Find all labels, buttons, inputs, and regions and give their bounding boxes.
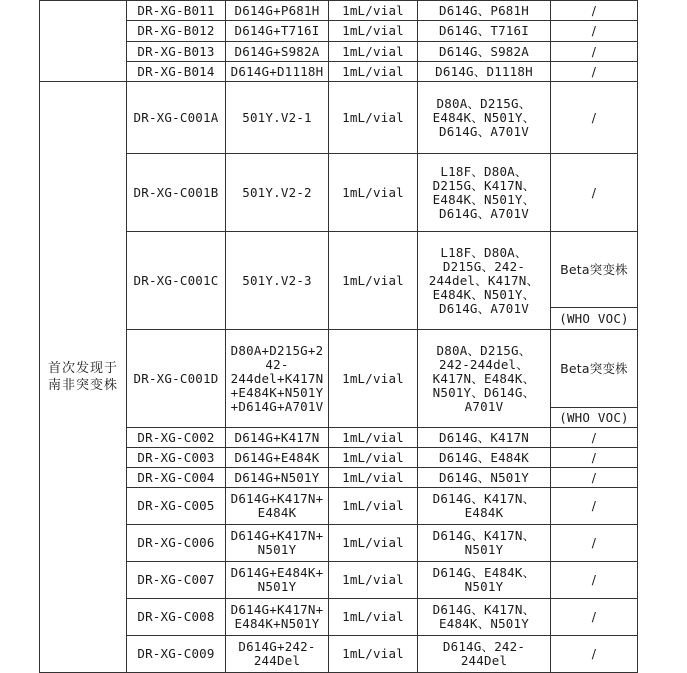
remark: / <box>551 525 638 562</box>
specification: 1mL/vial <box>329 232 418 330</box>
remark: / <box>551 62 638 82</box>
specification: 1mL/vial <box>329 488 418 525</box>
remark: Beta突变株 <box>551 232 638 308</box>
group-cell-south-africa: 首次发现于 南非突变株 <box>40 82 127 673</box>
group-cell-previous <box>40 1 127 82</box>
mutation-sites: D614G、N501Y <box>418 468 551 488</box>
mutation-type: D80A+D215G+2 42- 244del+K417N +E484K+N501Y +D614G+A701V <box>226 330 329 428</box>
product-code: DR-XG-C003 <box>127 448 226 468</box>
product-code: DR-XG-C001D <box>127 330 226 428</box>
mutation-sites: L18F、D80A、 D215G、K417N、 E484K、N501Y、 D614G、A701V <box>418 154 551 232</box>
table-row <box>40 62 638 82</box>
table-row <box>40 82 638 154</box>
remark: / <box>551 42 638 62</box>
table-row <box>40 42 638 62</box>
table-row <box>40 1 638 21</box>
mutation-sites: D614G、D1118H <box>418 62 551 82</box>
remark: / <box>551 488 638 525</box>
product-code: DR-XG-C001C <box>127 232 226 330</box>
remark: / <box>551 154 638 232</box>
product-code: DR-XG-C002 <box>127 428 226 448</box>
specification: 1mL/vial <box>329 21 418 42</box>
mutation-sites: D80A、D215G、 242-244del、 K417N、E484K、 N501Y、D614G、 A701V <box>418 330 551 428</box>
mutation-type: D614G+P681H <box>226 1 329 21</box>
specification: 1mL/vial <box>329 562 418 599</box>
mutation-type: 501Y.V2-2 <box>226 154 329 232</box>
product-table <box>39 0 638 673</box>
mutation-sites: L18F、D80A、 D215G、242- 244del、K417N、 E484K、N501Y、 D614G、A701V <box>418 232 551 330</box>
table-row <box>40 488 638 525</box>
remark: / <box>551 428 638 448</box>
specification: 1mL/vial <box>329 448 418 468</box>
specification: 1mL/vial <box>329 330 418 428</box>
mutation-type: D614G+E484K <box>226 448 329 468</box>
mutation-sites: D80A、D215G、 E484K、N501Y、 D614G、A701V <box>418 82 551 154</box>
mutation-sites: D614G、K417N、 E484K <box>418 488 551 525</box>
table-row <box>40 21 638 42</box>
remark: / <box>551 21 638 42</box>
remark: / <box>551 599 638 636</box>
remark: / <box>551 448 638 468</box>
remark: / <box>551 468 638 488</box>
product-code: DR-XG-C007 <box>127 562 226 599</box>
mutation-type: D614G+S982A <box>226 42 329 62</box>
mutation-type: D614G+K417N <box>226 428 329 448</box>
product-code: DR-XG-B014 <box>127 62 226 82</box>
product-code: DR-XG-C008 <box>127 599 226 636</box>
mutation-type: D614G+N501Y <box>226 468 329 488</box>
mutation-sites: D614G、242- 244Del <box>418 636 551 673</box>
mutation-type: D614G+D1118H <box>226 62 329 82</box>
specification: 1mL/vial <box>329 428 418 448</box>
specification: 1mL/vial <box>329 468 418 488</box>
specification: 1mL/vial <box>329 525 418 562</box>
mutation-type: 501Y.V2-1 <box>226 82 329 154</box>
mutation-type: D614G+K417N+ N501Y <box>226 525 329 562</box>
remark: / <box>551 1 638 21</box>
mutation-type: D614G+T716I <box>226 21 329 42</box>
remark-who-voc: (WHO VOC) <box>551 408 638 428</box>
table-row <box>40 330 638 408</box>
mutation-sites: D614G、T716I <box>418 21 551 42</box>
product-code: DR-XG-B013 <box>127 42 226 62</box>
mutation-sites: D614G、K417N、 N501Y <box>418 525 551 562</box>
specification: 1mL/vial <box>329 82 418 154</box>
table-row <box>40 599 638 636</box>
mutation-sites: D614G、S982A <box>418 42 551 62</box>
product-code: DR-XG-C005 <box>127 488 226 525</box>
product-code: DR-XG-C009 <box>127 636 226 673</box>
specification: 1mL/vial <box>329 599 418 636</box>
mutation-sites: D614G、E484K、 N501Y <box>418 562 551 599</box>
table-row <box>40 525 638 562</box>
table-row <box>40 448 638 468</box>
table-row <box>40 428 638 448</box>
table-row <box>40 232 638 308</box>
product-code: DR-XG-C001A <box>127 82 226 154</box>
mutation-type: D614G+K417N+ E484K <box>226 488 329 525</box>
mutation-type: 501Y.V2-3 <box>226 232 329 330</box>
remark: Beta突变株 <box>551 330 638 408</box>
product-code: DR-XG-C004 <box>127 468 226 488</box>
specification: 1mL/vial <box>329 154 418 232</box>
specification: 1mL/vial <box>329 636 418 673</box>
mutation-sites: D614G、K417N <box>418 428 551 448</box>
product-code: DR-XG-B012 <box>127 21 226 42</box>
table-row <box>40 154 638 232</box>
mutation-sites: D614G、P681H <box>418 1 551 21</box>
specification: 1mL/vial <box>329 62 418 82</box>
product-code: DR-XG-B011 <box>127 1 226 21</box>
mutation-type: D614G+K417N+ E484K+N501Y <box>226 599 329 636</box>
mutation-type: D614G+E484K+ N501Y <box>226 562 329 599</box>
table-row <box>40 562 638 599</box>
remark-who-voc: (WHO VOC) <box>551 308 638 330</box>
remark: / <box>551 562 638 599</box>
product-table-sheet <box>39 0 638 673</box>
remark: / <box>551 636 638 673</box>
mutation-type: D614G+242- 244Del <box>226 636 329 673</box>
remark: / <box>551 82 638 154</box>
product-code: DR-XG-C006 <box>127 525 226 562</box>
specification: 1mL/vial <box>329 42 418 62</box>
product-code: DR-XG-C001B <box>127 154 226 232</box>
table-row <box>40 636 638 673</box>
mutation-sites: D614G、E484K <box>418 448 551 468</box>
mutation-sites: D614G、K417N、 E484K、N501Y <box>418 599 551 636</box>
table-row <box>40 468 638 488</box>
specification: 1mL/vial <box>329 1 418 21</box>
